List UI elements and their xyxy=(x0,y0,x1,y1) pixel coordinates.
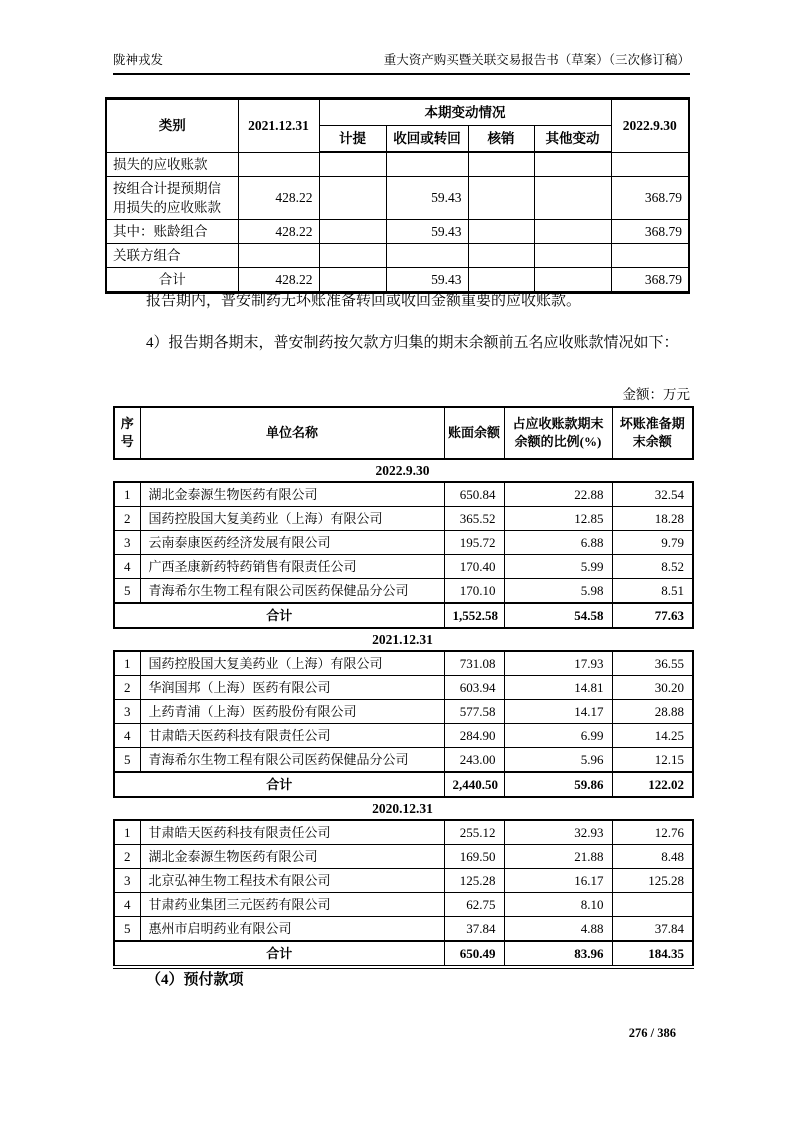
top5-table-row xyxy=(114,820,693,845)
value-cell xyxy=(238,243,319,267)
value-cell xyxy=(611,152,689,176)
category-cell: 损失的应收账款 xyxy=(106,152,238,176)
provision-cell: 36.55 xyxy=(612,651,693,676)
unit-name-cell: 青海希尔生物工程有限公司医药保健品分公司 xyxy=(140,579,444,604)
book-balance-cell: 62.75 xyxy=(444,893,504,917)
unit-name-cell: 国药控股国大复美药业（上海）有限公司 xyxy=(140,507,444,531)
ratio-cell: 14.81 xyxy=(504,676,612,700)
value-cell xyxy=(468,176,534,219)
col-header-category: 类别 xyxy=(106,99,238,153)
serial-no-cell: 2 xyxy=(114,845,140,869)
provision-cell: 30.20 xyxy=(612,676,693,700)
provision-cell: 125.28 xyxy=(612,869,693,893)
col-header-period-change-group: 本期变动情况 xyxy=(319,99,611,126)
top5-table-row xyxy=(114,531,693,555)
subheading-prepayments: （4）预付款项 xyxy=(146,972,244,988)
serial-no-cell: 4 xyxy=(114,724,140,748)
book-balance-cell: 125.28 xyxy=(444,869,504,893)
value-cell: 428.22 xyxy=(238,267,319,292)
header-company-short-name: 陇神戎发 xyxy=(113,53,164,67)
col-header-ratio-of-receivables: 占应收账款期末余额的比例(%) xyxy=(504,407,612,459)
unit-name-cell: 广西圣康新药特药销售有限责任公司 xyxy=(140,555,444,579)
book-balance-cell: 195.72 xyxy=(444,531,504,555)
top5-table-row xyxy=(114,748,693,773)
book-balance-cell: 243.00 xyxy=(444,748,504,773)
paragraph-no-significant-recovery: 报告期内，普安制药无坏账准备转回或收回金额重要的应收账款。 xyxy=(146,293,582,309)
value-cell xyxy=(386,243,468,267)
provision-cell: 37.84 xyxy=(612,917,693,942)
total-label-cell: 合计 xyxy=(114,772,444,797)
ratio-cell: 6.88 xyxy=(504,531,612,555)
total-value-cell: 184.35 xyxy=(612,941,693,967)
unit-name-cell: 湖北金泰源生物医药有限公司 xyxy=(140,845,444,869)
serial-no-cell: 5 xyxy=(114,748,140,773)
total-value-cell: 83.96 xyxy=(504,941,612,967)
value-cell: 368.79 xyxy=(611,176,689,219)
unit-name-cell: 湖北金泰源生物医药有限公司 xyxy=(140,482,444,507)
serial-no-cell: 4 xyxy=(114,555,140,579)
top5-table-row xyxy=(114,917,693,942)
value-cell xyxy=(534,243,611,267)
book-balance-cell: 169.50 xyxy=(444,845,504,869)
ratio-cell: 8.10 xyxy=(504,893,612,917)
top5-receivables-table xyxy=(113,406,692,969)
unit-name-cell: 惠州市启明药业有限公司 xyxy=(140,917,444,942)
col-header-book-balance: 账面余额 xyxy=(444,407,504,459)
value-cell xyxy=(534,219,611,243)
value-cell xyxy=(319,152,386,176)
serial-no-cell: 5 xyxy=(114,579,140,604)
value-cell: 59.43 xyxy=(386,176,468,219)
book-balance-cell: 37.84 xyxy=(444,917,504,942)
top5-table-row xyxy=(114,676,693,700)
serial-no-cell: 5 xyxy=(114,917,140,942)
value-cell xyxy=(468,152,534,176)
value-cell: 428.22 xyxy=(238,176,319,219)
serial-no-cell: 3 xyxy=(114,869,140,893)
change-table-row xyxy=(106,219,689,243)
book-balance-cell: 170.10 xyxy=(444,579,504,604)
top5-table-header xyxy=(113,406,694,460)
value-cell xyxy=(319,176,386,219)
ratio-cell: 22.88 xyxy=(504,482,612,507)
book-balance-cell: 731.08 xyxy=(444,651,504,676)
provision-cell: 12.76 xyxy=(612,820,693,845)
section-period-label: 2022.9.30 xyxy=(375,463,430,478)
change-table-header-row xyxy=(106,99,689,126)
value-cell: 59.43 xyxy=(386,219,468,243)
unit-name-cell: 华润国邦（上海）医药有限公司 xyxy=(140,676,444,700)
total-value-cell: 2,440.50 xyxy=(444,772,504,797)
amount-unit-label: 金额：万元 xyxy=(622,387,690,402)
top5-table-row xyxy=(114,700,693,724)
serial-no-cell: 4 xyxy=(114,893,140,917)
col-header-writeoff: 核销 xyxy=(468,126,534,153)
value-cell: 428.22 xyxy=(238,219,319,243)
total-value-cell: 1,552.58 xyxy=(444,603,504,628)
value-cell xyxy=(319,243,386,267)
serial-no-cell: 1 xyxy=(114,820,140,845)
provision-cell: 8.51 xyxy=(612,579,693,604)
ratio-cell: 16.17 xyxy=(504,869,612,893)
ratio-cell: 32.93 xyxy=(504,820,612,845)
total-label-cell: 合计 xyxy=(114,603,444,628)
col-header-closing-date: 2022.9.30 xyxy=(611,99,689,153)
unit-name-cell: 云南泰康医药经济发展有限公司 xyxy=(140,531,444,555)
provision-cell: 28.88 xyxy=(612,700,693,724)
value-cell xyxy=(238,152,319,176)
top5-table-row xyxy=(114,579,693,604)
value-cell xyxy=(611,243,689,267)
provision-cell: 12.15 xyxy=(612,748,693,773)
section-table xyxy=(113,481,694,629)
col-header-recovered-reversed: 收回或转回 xyxy=(386,126,468,153)
col-header-other-change: 其他变动 xyxy=(534,126,611,153)
ratio-cell: 5.96 xyxy=(504,748,612,773)
top5-table-row xyxy=(114,724,693,748)
ratio-cell: 5.98 xyxy=(504,579,612,604)
ratio-cell: 17.93 xyxy=(504,651,612,676)
serial-no-cell: 3 xyxy=(114,531,140,555)
col-header-unit-name: 单位名称 xyxy=(140,407,444,459)
total-value-cell: 54.58 xyxy=(504,603,612,628)
ratio-cell: 4.88 xyxy=(504,917,612,942)
value-cell: 59.43 xyxy=(386,267,468,292)
total-label-cell: 合计 xyxy=(114,941,444,967)
serial-no-cell: 1 xyxy=(114,482,140,507)
change-table-row xyxy=(106,152,689,176)
value-cell xyxy=(468,219,534,243)
top5-table-row xyxy=(114,845,693,869)
ratio-cell: 12.85 xyxy=(504,507,612,531)
bad-debt-provision-change-table xyxy=(105,97,690,294)
serial-no-cell: 3 xyxy=(114,700,140,724)
total-row xyxy=(114,603,693,628)
top5-table-row xyxy=(114,507,693,531)
total-value-cell: 59.86 xyxy=(504,772,612,797)
top5-header-row xyxy=(114,407,693,459)
book-balance-cell: 650.84 xyxy=(444,482,504,507)
book-balance-cell: 365.52 xyxy=(444,507,504,531)
value-cell xyxy=(468,243,534,267)
unit-name-cell: 青海希尔生物工程有限公司医药保健品分公司 xyxy=(140,748,444,773)
book-balance-cell: 577.58 xyxy=(444,700,504,724)
serial-no-cell: 2 xyxy=(114,507,140,531)
top5-table-row xyxy=(114,482,693,507)
category-cell: 关联方组合 xyxy=(106,243,238,267)
value-cell: 368.79 xyxy=(611,219,689,243)
unit-name-cell: 北京弘神生物工程技术有限公司 xyxy=(140,869,444,893)
ratio-cell: 21.88 xyxy=(504,845,612,869)
section-table xyxy=(113,819,694,969)
provision-cell: 9.79 xyxy=(612,531,693,555)
serial-no-cell: 1 xyxy=(114,651,140,676)
col-header-serial-no: 序号 xyxy=(114,407,140,459)
category-cell: 合计 xyxy=(106,267,238,292)
provision-cell: 32.54 xyxy=(612,482,693,507)
value-cell xyxy=(534,176,611,219)
serial-no-cell: 2 xyxy=(114,676,140,700)
col-header-opening-date: 2021.12.31 xyxy=(238,99,319,153)
top5-table-row xyxy=(114,869,693,893)
col-header-accrual: 计提 xyxy=(319,126,386,153)
unit-name-cell: 上药青浦（上海）医药股份有限公司 xyxy=(140,700,444,724)
total-value-cell: 122.02 xyxy=(612,772,693,797)
value-cell xyxy=(534,152,611,176)
unit-name-cell: 甘肃皓天医药科技有限责任公司 xyxy=(140,820,444,845)
top5-table-row xyxy=(114,555,693,579)
provision-cell: 8.52 xyxy=(612,555,693,579)
value-cell: 368.79 xyxy=(611,267,689,292)
change-table-row xyxy=(106,243,689,267)
book-balance-cell: 284.90 xyxy=(444,724,504,748)
unit-name-cell: 甘肃皓天医药科技有限责任公司 xyxy=(140,724,444,748)
book-balance-cell: 603.94 xyxy=(444,676,504,700)
col-header-bad-debt-provision: 坏账准备期末余额 xyxy=(612,407,693,459)
ratio-cell: 6.99 xyxy=(504,724,612,748)
provision-cell: 18.28 xyxy=(612,507,693,531)
ratio-cell: 14.17 xyxy=(504,700,612,724)
value-cell xyxy=(386,152,468,176)
top5-table-row xyxy=(114,893,693,917)
top5-table-row xyxy=(114,651,693,676)
book-balance-cell: 255.12 xyxy=(444,820,504,845)
section-table xyxy=(113,650,694,798)
unit-name-cell: 甘肃药业集团三元医药有限公司 xyxy=(140,893,444,917)
provision-cell: 14.25 xyxy=(612,724,693,748)
provision-cell xyxy=(612,893,693,917)
book-balance-cell: 170.40 xyxy=(444,555,504,579)
header-report-title: 重大资产购买暨关联交易报告书（草案）（三次修订稿） xyxy=(383,53,690,67)
total-row xyxy=(114,772,693,797)
section-period-label: 2020.12.31 xyxy=(372,801,433,816)
total-row xyxy=(114,941,693,967)
change-table-row xyxy=(106,176,689,219)
total-value-cell: 650.49 xyxy=(444,941,504,967)
category-cell: 按组合计提预期信用损失的应收账款 xyxy=(106,176,238,219)
ratio-cell: 5.99 xyxy=(504,555,612,579)
page-number: 276 / 386 xyxy=(628,1026,676,1040)
unit-name-cell: 国药控股国大复美药业（上海）有限公司 xyxy=(140,651,444,676)
category-cell: 其中：账龄组合 xyxy=(106,219,238,243)
provision-cell: 8.48 xyxy=(612,845,693,869)
section-period-label: 2021.12.31 xyxy=(372,632,433,647)
total-value-cell: 77.63 xyxy=(612,603,693,628)
value-cell xyxy=(319,219,386,243)
running-header xyxy=(113,50,690,75)
paragraph-top5-intro: 4）报告期各期末，普安制药按欠款方归集的期末余额前五名应收账款情况如下： xyxy=(146,335,679,351)
